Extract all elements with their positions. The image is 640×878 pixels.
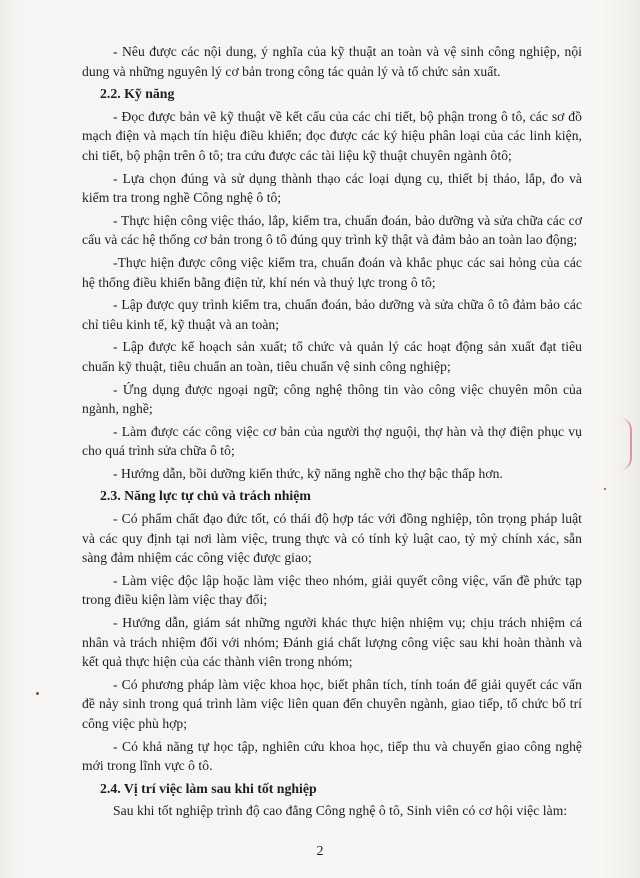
document-body (82, 42, 582, 821)
paragraph: - Lập được quy trình kiểm tra, chuẩn đoán, bảo dưỡng và sửa chữa ô tô đảm bảo các chỉ tiêu kinh tế, kỹ thuật và an toàn; (82, 297, 582, 332)
paragraph: - Lập được kế hoạch sản xuất; tổ chức và quản lý các hoạt động sản xuất đạt tiêu chuẩn kỹ thuật, tiêu chuẩn an toàn, tiêu chuẩn vệ sinh công nghiệp; (82, 339, 582, 374)
paragraph: - Làm việc độc lập hoặc làm việc theo nhóm, giải quyết công việc, vấn đề phức tạp trong điều kiện làm việc thay đổi; (82, 572, 582, 608)
paragraph: - Đọc được bản vẽ kỹ thuật về kết cấu của các chi tiết, bộ phận trong ô tô, các sơ đồ mạch điện và mạch tín hiệu điều khiển; đọc được các ký hiệu phân loại của các linh kiện, chi tiết, bộ phận trên ô tô; tra cứu được các tài liệu kỹ thuật chuyên ngành ôtô; (82, 108, 582, 163)
paragraph: - Thực hiện công việc tháo, lắp, kiểm tra, chuẩn đoán, bảo dưỡng và sửa chữa các cơ cấu và các hệ thống cơ bản trong ô tô đúng quy trình kỹ thật và đảm bảo an toàn lao động; (82, 212, 582, 248)
paragraph: - Có phương pháp làm việc khoa học, biết phân tích, tính toán để giải quyết các vấn đề nảy sinh trong quá trình làm việc liên quan đến chuyên ngành, giao tiếp, tổ chức bố trí công việc phù hợp; (82, 676, 582, 731)
section-heading-autonomy: 2.3. Năng lực tự chủ và trách nhiệm (100, 488, 311, 504)
paragraph: - Làm được các công việc cơ bản của người thợ nguội, thợ hàn và thợ điện phục vụ cho quá trình sửa chữa ô tô; (82, 423, 582, 459)
paragraph: - Hướng dẫn, giám sát những người khác thực hiện nhiệm vụ; chịu trách nhiệm cá nhân và trách nhiệm đối với nhóm; Đánh giá chất lượng công việc sau khi hoàn thành và kết quả thực hiện của các thành viên trong nhóm; (82, 615, 582, 670)
paragraph: - Có khả năng tự học tập, nghiên cứu khoa học, tiếp thu và chuyển giao công nghệ mới trong lĩnh vực ô tô. (82, 738, 582, 774)
paper-speck (36, 692, 39, 695)
paragraph: - Ứng dụng được ngoại ngữ; công nghệ thông tin vào công việc chuyên môn của ngành, nghề; (82, 381, 582, 417)
section-heading-skills: 2.2. Kỹ năng (100, 86, 175, 102)
paper-speck (604, 488, 606, 490)
paragraph: - Nêu được các nội dung, ý nghĩa của kỹ thuật an toàn và vệ sinh công nghiệp, nội dung và những nguyên lý cơ bản trong công tác quản lý và tổ chức sản xuất. (82, 44, 582, 79)
paragraph: - Có phẩm chất đạo đức tốt, có thái độ hợp tác với đồng nghiệp, tôn trọng pháp luật và các quy định tại nơi làm việc, trung thực và có tính kỷ luật cao, tỷ mỷ chính xác, sẵn sàng đảm nhiệm các công việc được giao; (82, 511, 582, 566)
page-number: 2 (316, 844, 324, 859)
stamp-edge-mark (620, 418, 632, 470)
paragraph: - Lựa chọn đúng và sử dụng thành thạo các loại dụng cụ, thiết bị tháo, lắp, đo và kiểm tra trong nghề Công nghệ ô tô; (82, 170, 582, 206)
paragraph: -Thực hiện được công việc kiểm tra, chuẩn đoán và khắc phục các sai hỏng của các hệ thống điều khiển bằng điện tử, khí nén và thuỷ lực trong ô tô; (82, 254, 582, 290)
paragraph: Sau khi tốt nghiệp trình độ cao đẳng Công nghệ ô tô, Sinh viên có cơ hội việc làm: (113, 803, 568, 819)
section-heading-employment: 2.4. Vị trí việc làm sau khi tốt nghiệp (100, 780, 317, 796)
paragraph: - Hướng dẫn, bồi dưỡng kiến thức, kỹ năng nghề cho thợ bậc thấp hơn. (113, 465, 503, 481)
